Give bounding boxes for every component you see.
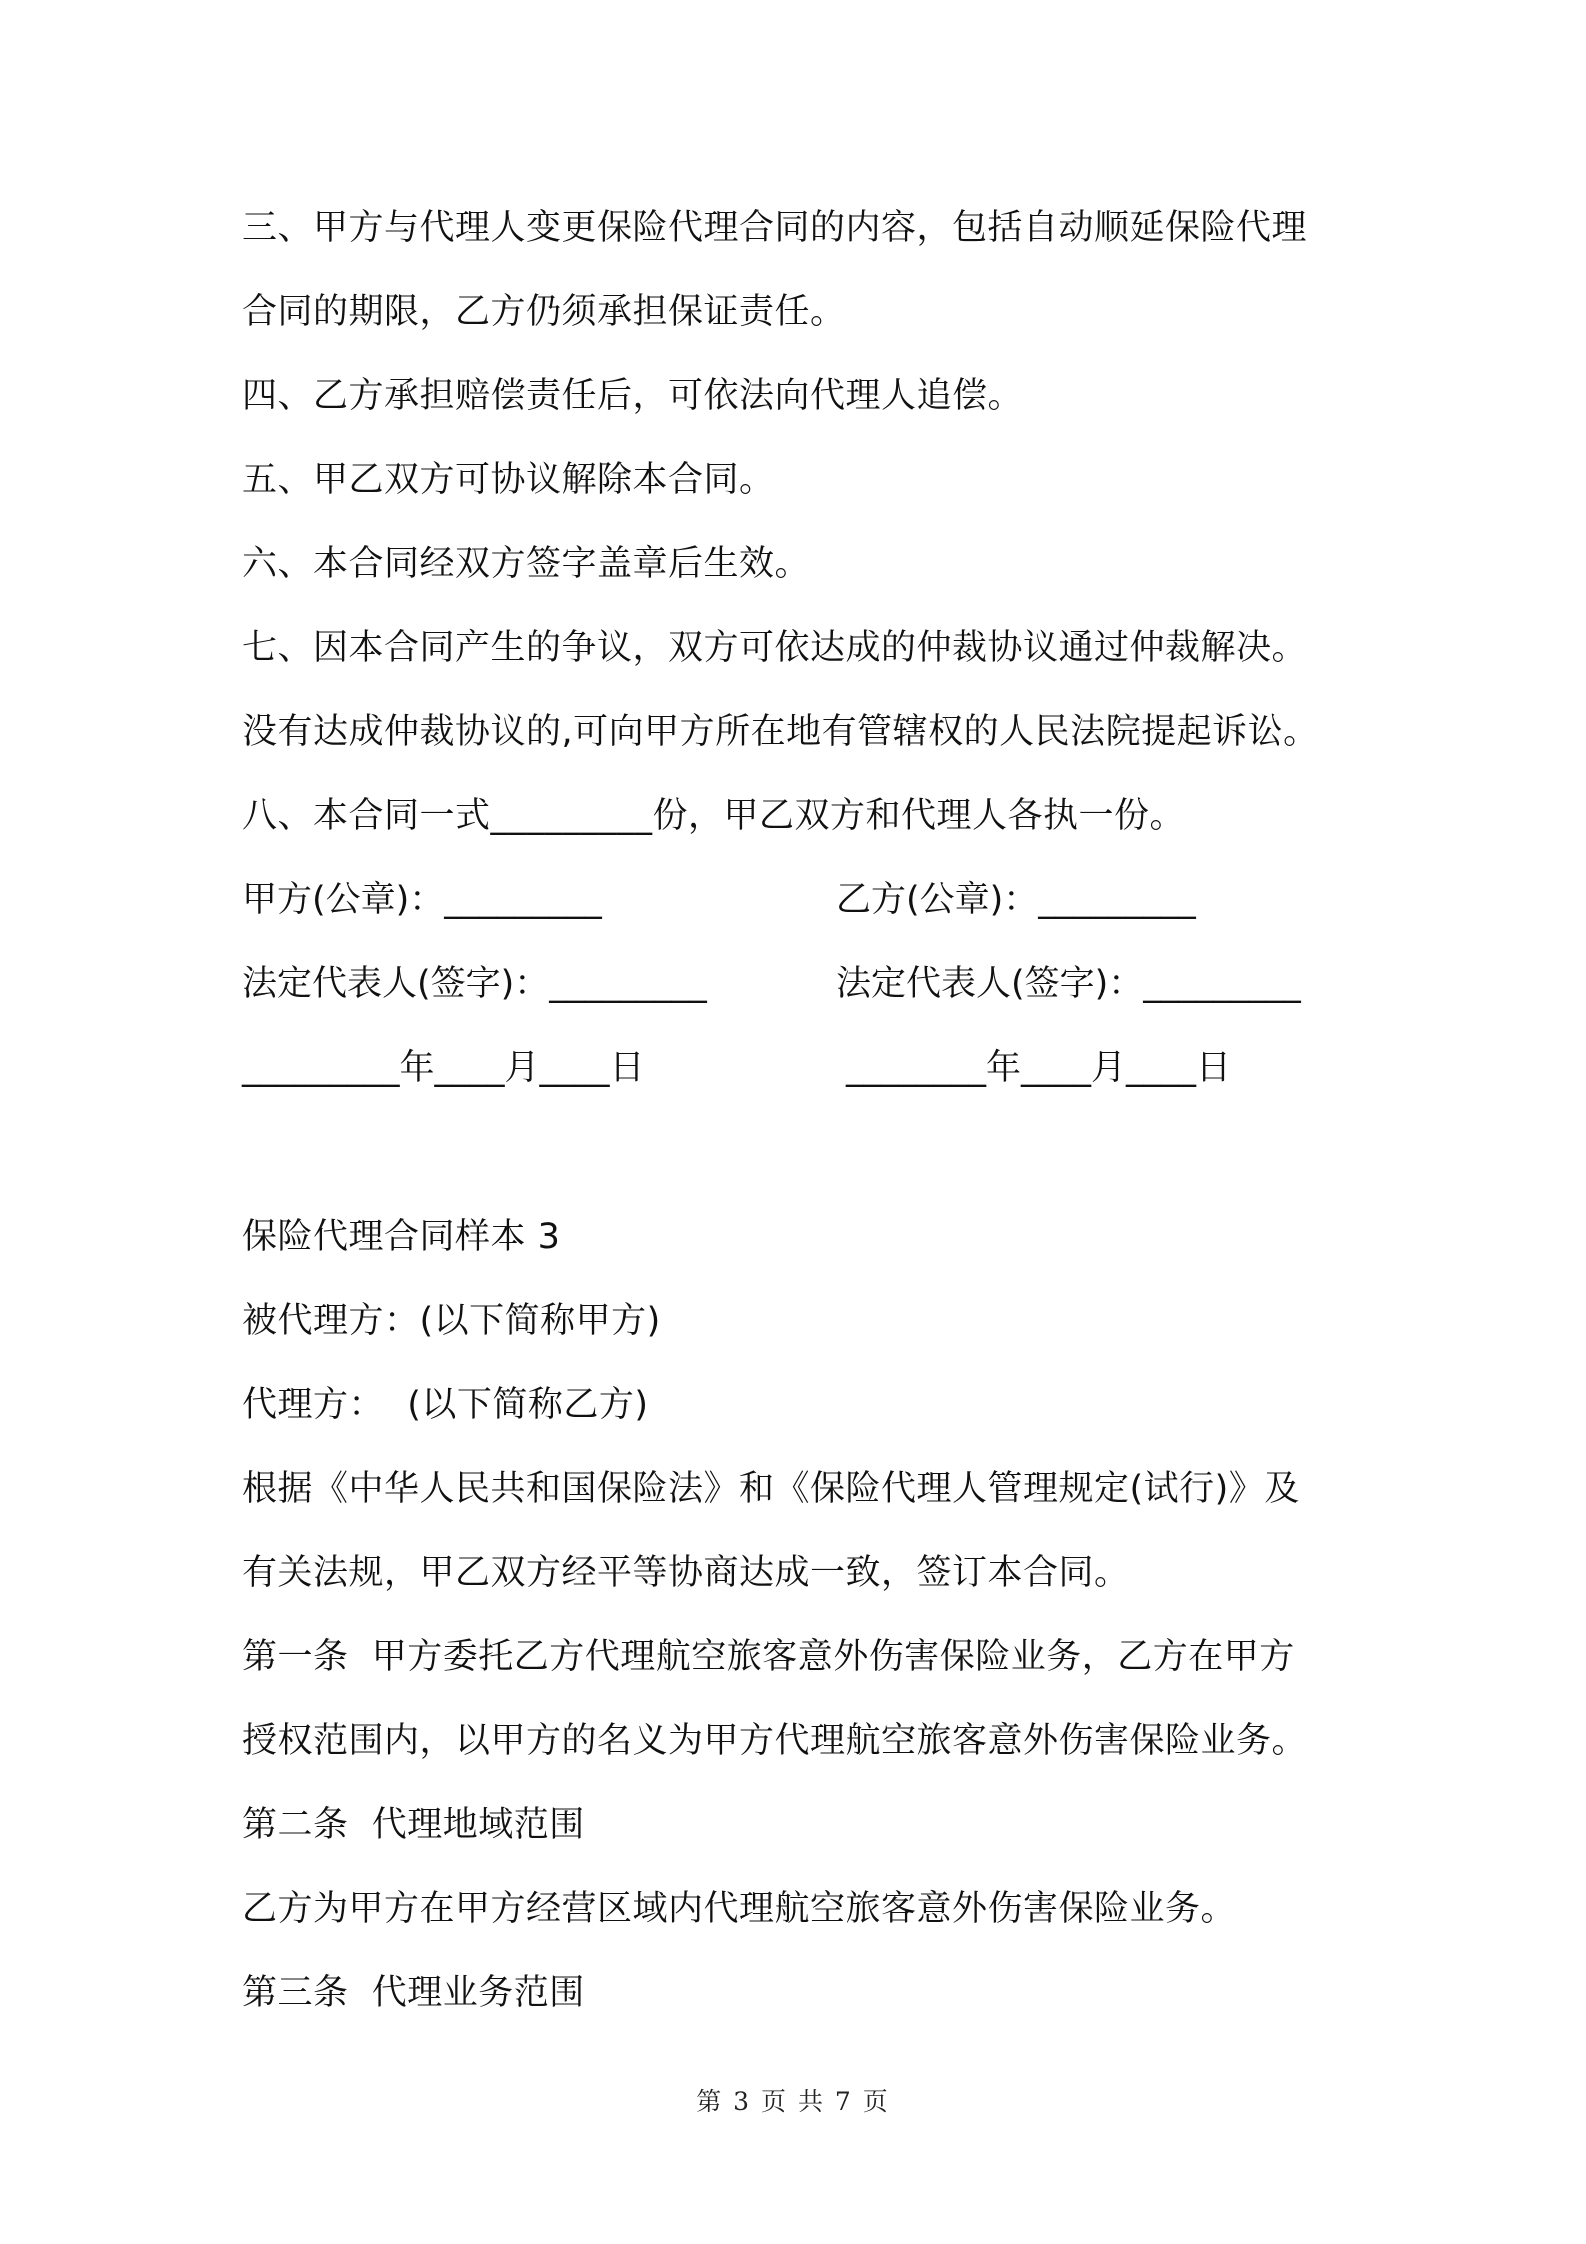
clause-4: 四、乙方承担赔偿责任后，可依法向代理人追偿。: [242, 376, 1024, 416]
preamble-line-1: 根据《中华人民共和国保险法》和《保险代理人管理规定(试行)》及: [242, 1469, 1300, 1509]
sample-title: 保险代理合同样本 3: [242, 1217, 561, 1257]
clause-3-line-2: 合同的期限，乙方仍须承担保证责任。: [242, 292, 846, 332]
clause-7-line-2: 没有达成仲裁协议的,可向甲方所在地有管辖权的人民法院提起诉讼。: [242, 712, 1319, 752]
article-1-line-2: 授权范围内，以甲方的名义为甲方代理航空旅客意外伤害保险业务。: [242, 1721, 1308, 1761]
article-1-line-1: 第一条 甲方委托乙方代理航空旅客意外伤害保险业务，乙方在甲方: [242, 1637, 1295, 1677]
party-b-representative-field: 法定代表人(签字)：_________: [836, 964, 1301, 1004]
article-3-title: 第三条 代理业务范围: [242, 1973, 585, 2013]
clause-6: 六、本合同经双方签字盖章后生效。: [242, 544, 811, 584]
party-a-representative-field: 法定代表人(签字)：_________: [242, 964, 707, 1004]
agent-party: 代理方： (以下简称乙方): [242, 1385, 649, 1425]
clause-3-line-1: 三、甲方与代理人变更保险代理合同的内容，包括自动顺延保险代理: [242, 208, 1308, 248]
page-number-footer: 第 3 页 共 7 页: [696, 2087, 890, 2116]
party-a-date-field: _________年____月____日: [242, 1048, 645, 1088]
clause-5: 五、甲乙双方可协议解除本合同。: [242, 460, 775, 500]
preamble-line-2: 有关法规，甲乙双方经平等协商达成一致，签订本合同。: [242, 1553, 1130, 1593]
party-b-seal-field: 乙方(公章)：_________: [836, 880, 1196, 920]
party-a-seal-field: 甲方(公章)：_________: [242, 880, 602, 920]
principal-party: 被代理方：(以下简称甲方): [242, 1301, 661, 1341]
clause-8: 八、本合同一式_________份，甲乙双方和代理人各执一份。: [242, 796, 1186, 836]
clause-7-line-1: 七、因本合同产生的争议，双方可依达成的仲裁协议通过仲裁解决。: [242, 628, 1308, 668]
article-2-title: 第二条 代理地域范围: [242, 1805, 585, 1845]
party-b-date-field: ________年____月____日: [846, 1048, 1232, 1088]
article-2-body: 乙方为甲方在甲方经营区域内代理航空旅客意外伤害保险业务。: [242, 1889, 1237, 1929]
